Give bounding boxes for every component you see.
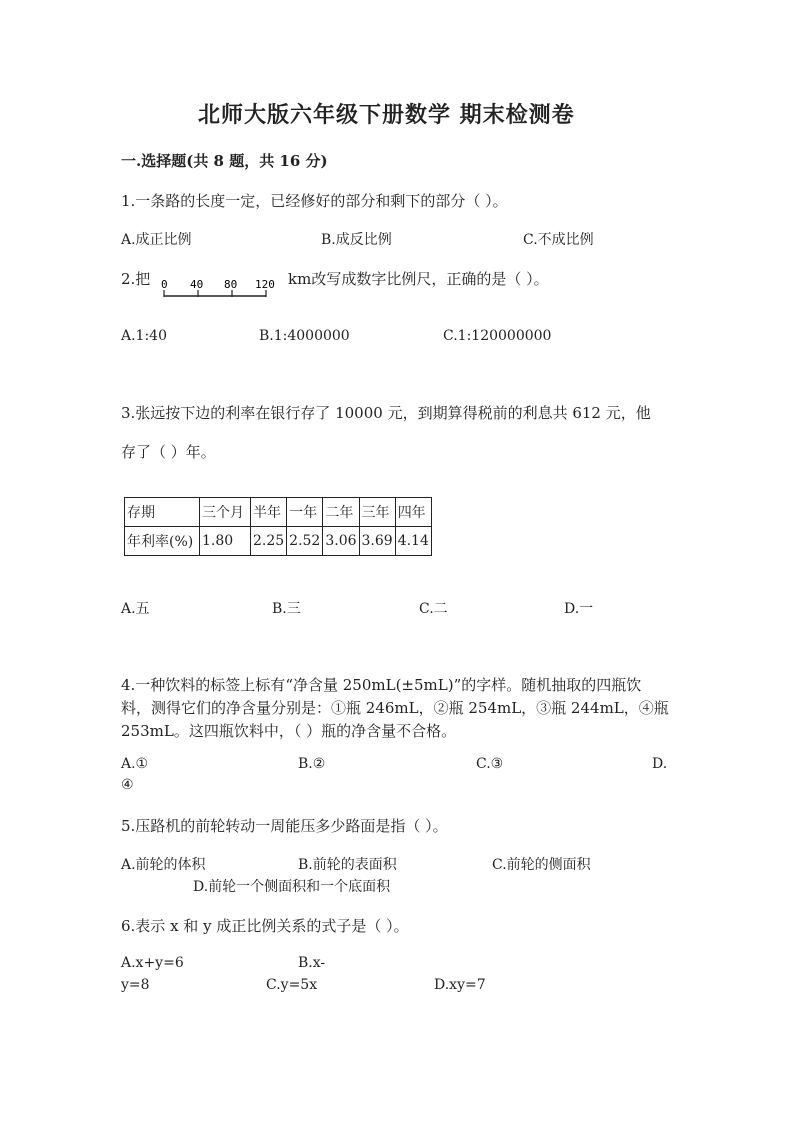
question-5-option-a[interactable]: A.前轮的体积 [121,857,206,873]
table-row [125,527,432,556]
table-header-cell: 三个月 [200,498,251,527]
table-header-cell: 存期 [125,498,200,527]
table-header-cell: 一年 [287,498,323,527]
section-heading: 一.选择题(共 8 题，共 16 分) [121,152,328,170]
table-cell: 2.52 [287,527,323,556]
question-4-option-d-wrap[interactable]: ④ [121,777,134,793]
question-1-option-c[interactable]: C.不成比例 [523,232,594,248]
table-cell: 2.25 [251,527,287,556]
question-5-option-c[interactable]: C.前轮的侧面积 [492,857,591,873]
scale-label: 0 [161,278,168,291]
table-header-cell: 半年 [251,498,287,527]
question-3-option-b[interactable]: B.三 [272,601,301,617]
question-5-option-d[interactable]: D.前轮一个侧面积和一个底面积 [193,879,391,895]
question-3-line-1: 3.张远按下边的利率在银行存了 10000 元，到期算得税前的利息共 612 元，他 [121,404,651,422]
question-2-option-b[interactable]: B.1:4000000 [259,328,350,344]
question-1-option-a[interactable]: A.成正比例 [121,232,192,248]
question-3-option-a[interactable]: A.五 [121,601,150,617]
table-cell: 3.06 [323,527,359,556]
question-6-option-b[interactable]: B.x- [298,955,326,971]
question-3-option-c[interactable]: C.二 [419,601,448,617]
question-4-option-a[interactable]: A.① [121,756,149,772]
table-header-cell: 三年 [359,498,395,527]
page-title: 北师大版六年级下册数学 期末检测卷 [198,102,575,128]
question-1-stem: 1.一条路的长度一定，已经修好的部分和剩下的部分（ ）。 [121,192,508,210]
line-scale-diagram [160,278,276,302]
interest-rate-table [124,497,432,556]
question-2-suffix: km改写成数字比例尺，正确的是（ ）。 [288,270,549,288]
question-6-option-b-wrap[interactable]: y=8 [121,977,150,993]
question-5-option-b[interactable]: B.前轮的表面积 [298,857,397,873]
table-cell: 年利率(%) [125,527,200,556]
question-2-option-a[interactable]: A.1:40 [121,328,167,344]
table-header-cell: 二年 [323,498,359,527]
question-4-option-d[interactable]: D. [652,756,668,772]
scale-label: 80 [224,278,238,291]
table-header-row [125,498,432,527]
scale-label: 120 [255,278,275,291]
question-6-option-d[interactable]: D.xy=7 [434,977,486,993]
table-cell: 3.69 [359,527,395,556]
question-4-line-2: 料，测得它们的净含量分别是：①瓶 246mL，②瓶 254mL，③瓶 244mL，④瓶 [121,699,669,717]
scale-label: 40 [190,278,204,291]
table-header-cell: 四年 [395,498,431,527]
question-3-line-2: 存了（ ）年。 [121,443,216,461]
question-5-stem: 5.压路机的前轮转动一周能压多少路面是指（ ）。 [121,817,448,835]
question-2-prefix: 2.把 [121,270,151,288]
question-3-option-d[interactable]: D.一 [564,601,594,617]
table-cell: 4.14 [395,527,431,556]
question-4-option-b[interactable]: B.② [298,756,326,772]
table-cell: 1.80 [200,527,251,556]
question-1-option-b[interactable]: B.成反比例 [321,232,392,248]
question-6-option-c[interactable]: C.y=5x [266,977,318,993]
question-6-stem: 6.表示 x 和 y 成正比例关系的式子是（ ）。 [121,917,409,935]
question-4-line-1: 4.一种饮料的标签上标有“净含量 250mL(±5mL)”的字样。随机抽取的四瓶饮 [121,676,642,694]
question-6-option-a[interactable]: A.x+y=6 [121,955,184,971]
question-4-line-3: 253mL。这四瓶饮料中，（ ）瓶的净含量不合格。 [121,722,457,740]
question-2-option-c[interactable]: C.1:120000000 [443,328,552,344]
question-4-option-c[interactable]: C.③ [476,756,504,772]
